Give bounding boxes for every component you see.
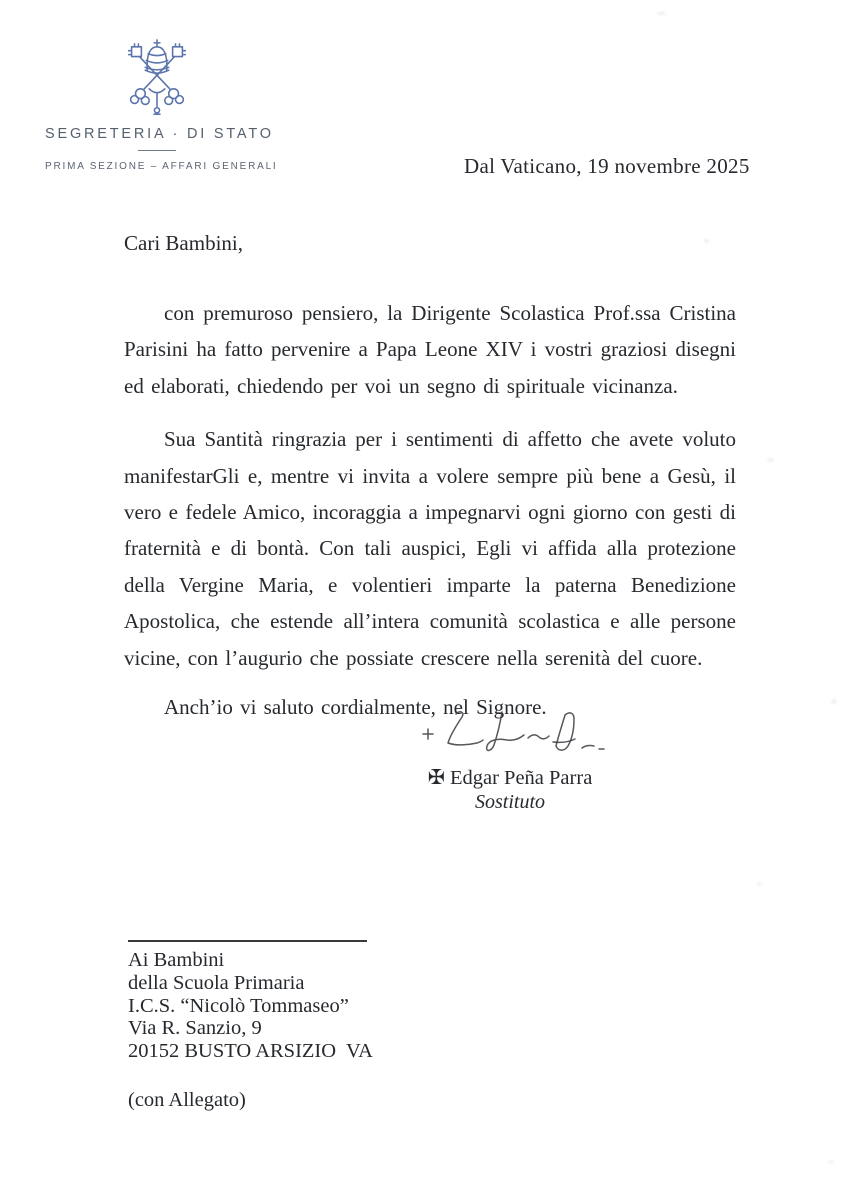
recipient-line: I.C.S. “Nicolò Tommaseo”: [128, 994, 349, 1017]
scan-artifact: [704, 239, 709, 243]
enclosure-note: (con Allegato): [128, 1089, 246, 1111]
scan-artifact: [767, 458, 774, 462]
paragraph-1: con premuroso pensiero, la Dirigente Scolastica Prof.ssa Cristina Parisini ha fatto pervenire a Papa Leone XIV i vostri graziosi disegni ed elaborati, chiedendo per voi un segno di spirituale vicinanza.: [124, 301, 736, 398]
signer-name: ✠ Edgar Peña Parra: [427, 767, 593, 789]
letterhead-title: SEGRETERIA · DI STATO: [45, 126, 274, 142]
paragraph-2: Sua Santità ringrazia per i sentimenti di affetto che avete voluto manifestarGli e, mentre vi invita a volere sempre più bene a Gesù, il vero e fedele Amico, incoraggia a impegnarvi ogni giorno con gesti di fraternità e di bontà. Con tali auspici, Egli vi affida alla protezione della Vergine Maria, e volentieri imparte la paterna Benedizione Apostolica, che estende all’intera comunità scolastica e alle persone vicine, con l’augurio che possiate crescere nella serenità del cuore.: [124, 427, 736, 670]
letter-body: [124, 230, 736, 725]
recipient-line: Via R. Sanzio, 9: [128, 1017, 262, 1040]
signature-block: [408, 704, 612, 814]
handwritten-signature-icon: [410, 704, 610, 764]
letterhead: [45, 38, 278, 172]
scan-artifact: [657, 12, 666, 15]
dateline: Dal Vaticano, 19 novembre 2025: [464, 154, 750, 178]
recipient-line: della Scuola Primaria: [128, 971, 305, 994]
scan-artifact: [828, 1160, 834, 1164]
vatican-coat-of-arms-icon: [119, 38, 195, 122]
recipient-address: [128, 940, 373, 1063]
salutation: Cari Bambini,: [124, 231, 243, 255]
recipient-line: 20152 BUSTO ARSIZIO VA: [128, 1040, 373, 1063]
address-overline: [128, 940, 367, 942]
letterhead-subtitle: PRIMA SEZIONE – AFFARI GENERALI: [45, 161, 278, 172]
letterhead-divider: [138, 150, 176, 151]
closing-line: Anch’io vi saluto cordialmente, nel Signore.: [164, 695, 547, 720]
signer-title: Sostituto: [474, 791, 545, 813]
scan-artifact: [831, 699, 837, 704]
recipient-line: Ai Bambini: [128, 949, 225, 971]
scan-artifact: [757, 882, 762, 886]
